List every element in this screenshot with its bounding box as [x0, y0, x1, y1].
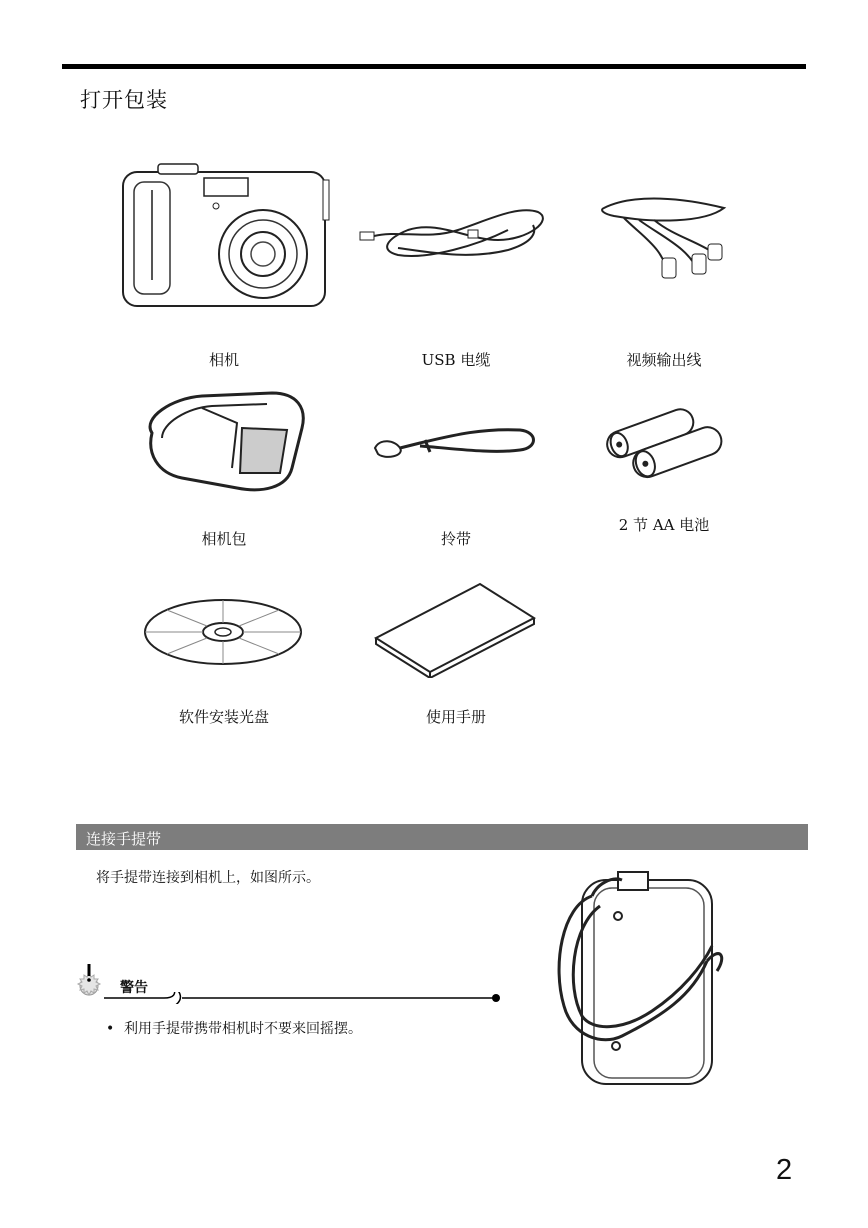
- section-title: 连接手提带: [86, 830, 162, 848]
- camera-with-strap-illustration: [552, 866, 728, 1086]
- cd-icon: [142, 598, 304, 668]
- page-title: 打开包装: [80, 88, 168, 112]
- top-rule: [62, 64, 806, 69]
- warning-icon: [76, 964, 102, 998]
- item-caption-camera: 相机: [208, 351, 239, 369]
- warning-label: 警告: [120, 980, 148, 996]
- section-header-bar: [76, 824, 808, 850]
- item-caption-manual: 使用手册: [425, 708, 486, 726]
- batteries-icon: [598, 400, 730, 480]
- item-caption-strap: 拎带: [440, 530, 471, 548]
- manual-icon: [370, 578, 538, 678]
- camera-icon: [118, 160, 334, 310]
- warning-bullet: [106, 1018, 362, 1038]
- usb-cable-icon: [358, 200, 550, 270]
- av-cable-icon: [594, 188, 734, 288]
- bullet-icon: •: [106, 1021, 115, 1037]
- item-caption-camera-case: 相机包: [201, 530, 247, 548]
- section-description: 将手提带连接到相机上，如图所示。: [96, 870, 320, 886]
- item-caption-batteries: 2 节 AA 电池: [618, 516, 710, 534]
- warning-divider: [104, 992, 504, 1004]
- page-number: 2: [776, 1154, 793, 1186]
- item-caption-usb-cable: USB 电缆: [421, 351, 491, 369]
- strap-icon: [370, 418, 540, 468]
- item-caption-cd: 软件安装光盘: [178, 708, 269, 726]
- warning-text: 利用手提带携带相机时不要来回摇摆。: [124, 1021, 362, 1037]
- item-caption-av-cable: 视频输出线: [626, 351, 702, 369]
- camera-case-icon: [142, 388, 312, 498]
